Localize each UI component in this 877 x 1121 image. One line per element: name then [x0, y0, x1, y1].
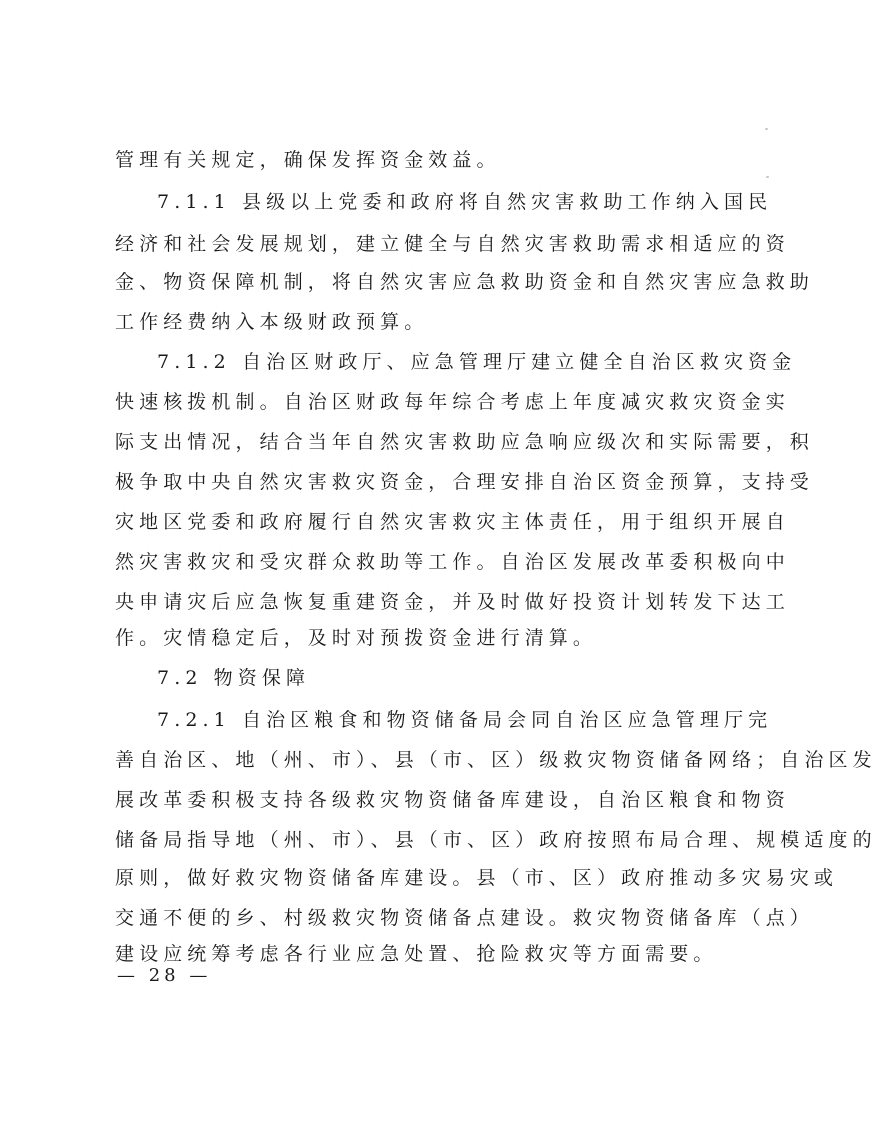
- text-line: 展改革委积极支持各级救灾物资储备库建设，自治区粮食和物资: [115, 789, 790, 811]
- text-line: 快速核拨机制。自治区财政每年综合考虑上年度减灾救灾资金实: [115, 391, 790, 413]
- text-line: 管理有关规定，确保发挥资金效益。: [115, 149, 501, 171]
- scan-speck: [765, 128, 768, 130]
- section-7-1-2-line: 7.1.2 自治区财政厅、应急管理厅建立健全自治区救灾资金: [157, 351, 797, 373]
- text-line: 经济和社会发展规划，建立健全与自然灾害救助需求相适应的资: [115, 233, 790, 255]
- section-7-1-1-line: 7.1.1 县级以上党委和政府将自然灾害救助工作纳入国民: [157, 191, 773, 213]
- text-line: 极争取中央自然灾害救灾资金，合理安排自治区资金预算，支持受: [115, 471, 814, 493]
- scan-speck: [766, 176, 769, 178]
- text-line: 作。灾情稳定后，及时对预拨资金进行清算。: [115, 627, 598, 649]
- text-line: 工作经费纳入本级财政预算。: [115, 311, 429, 333]
- text-line: 交通不便的乡、村级救灾物资储备点建设。救灾物资储备库（点）: [115, 907, 814, 929]
- text-line: 际支出情况，结合当年自然灾害救助应急响应级次和实际需要，积: [115, 431, 814, 453]
- text-line: 储备局指导地（州、市）、县（市、区）政府按照布局合理、规模适度的: [115, 829, 877, 851]
- text-line: 灾地区党委和政府履行自然灾害救灾主体责任，用于组织开展自: [115, 511, 790, 533]
- text-line: 然灾害救灾和受灾群众救助等工作。自治区发展改革委积极向中: [115, 551, 790, 573]
- text-line: 原则，做好救灾物资储备库建设。县（市、区）政府推动多灾易灾或: [115, 867, 839, 889]
- page-number: — 28 —: [117, 965, 212, 986]
- section-heading-7-2: 7.2 物资保障: [157, 667, 311, 689]
- text-line: 金、物资保障机制，将自然灾害应急救助资金和自然灾害应急救助: [115, 271, 814, 293]
- text-line: 央申请灾后应急恢复重建资金，并及时做好投资计划转发下达工: [115, 591, 790, 613]
- section-7-2-1-line: 7.2.1 自治区粮食和物资储备局会同自治区应急管理厅完: [157, 709, 773, 731]
- text-line: 善自治区、地（州、市）、县（市、区）级救灾物资储备网络；自治区发: [115, 749, 877, 771]
- text-line: 建设应统筹考虑各行业应急处置、抢险救灾等方面需要。: [115, 943, 718, 965]
